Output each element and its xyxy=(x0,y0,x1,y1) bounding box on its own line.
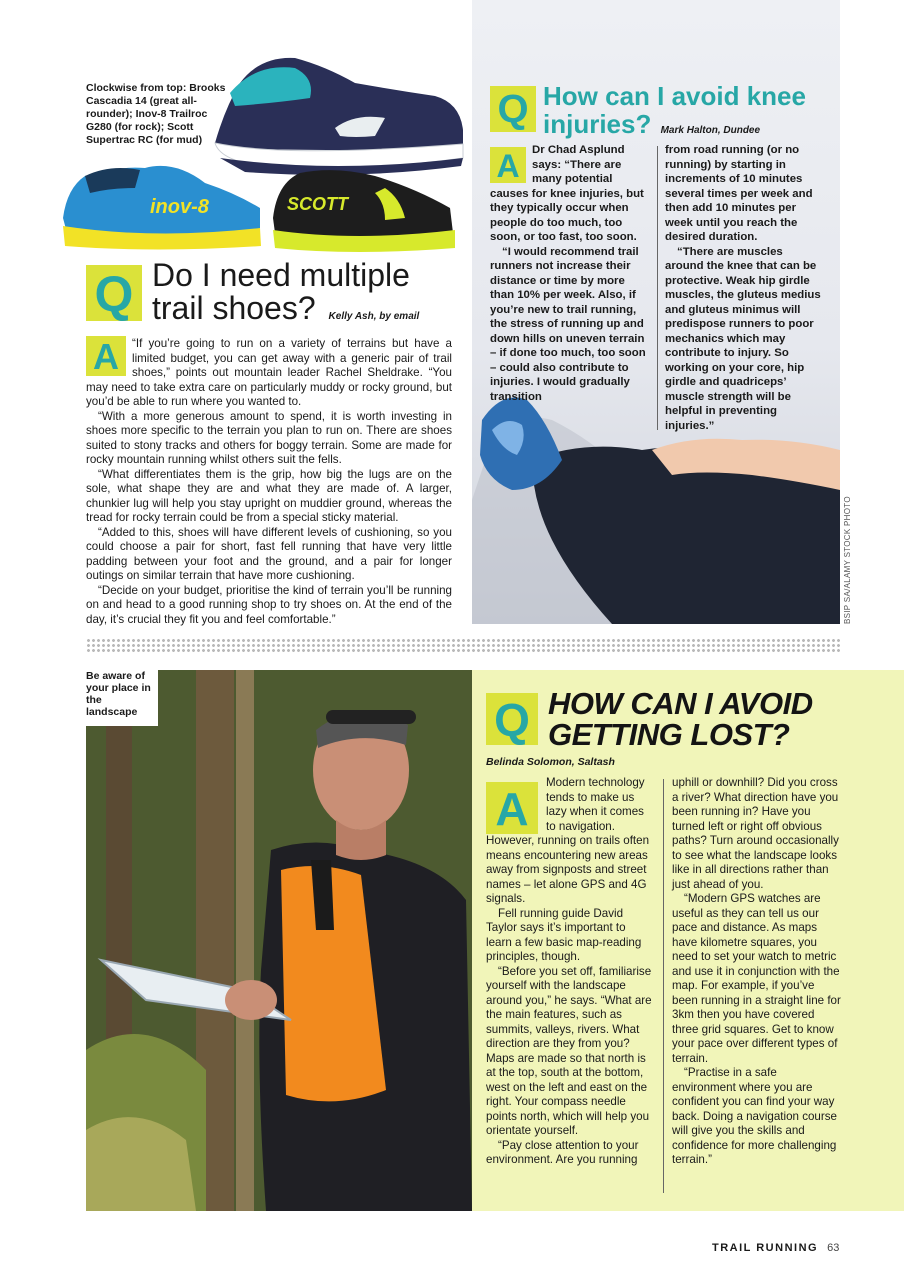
page-footer xyxy=(712,1242,839,1254)
q2-paragraph: Dr Chad Asplund says: “There are many potential causes for knee injuries, but they typically occur when people do too much, too soon, or too fast, too soon. xyxy=(490,144,644,243)
q3-paragraph: “Modern GPS watches are useful as they can tell us our pace and distance. As maps have kilometre squares, you need to set your watch to metric and use it in conjunction with the map. For example, if you’ve been running in a straight line for 3km then you have covered three grid squares. Get to know your pace over different types of terrain. xyxy=(672,892,841,1065)
q2-column-divider xyxy=(657,146,658,430)
shoes-caption: Clockwise from top: Brooks Cascadia 14 (great all-rounder); Inov-8 Trailroc G280 (for rock); Scott Supertrac RC (for mud) xyxy=(86,82,226,146)
q3-badge: Q xyxy=(486,693,538,745)
q1-paragraph: “Decide on your budget, prioritise the kind of terrain you’ll be running on and head to a good running shop to try shoes on. At the end of the day, it’s crucial they fit you and feel comfortable.” xyxy=(86,583,452,626)
shoes-illustration xyxy=(55,48,470,256)
q1-title: Do I need multiple trail shoes? Kelly Ash, by email xyxy=(152,257,420,326)
page-number: 63 xyxy=(827,1242,840,1254)
q1-answer xyxy=(86,337,452,627)
q2-badge: Q xyxy=(490,86,536,132)
inov8-logo-text: inov-8 xyxy=(150,196,209,218)
q2-answer-badge: A xyxy=(490,147,526,183)
q2-answer-col2 xyxy=(665,143,823,433)
q1-paragraph: “Added to this, shoes will have different levels of cushioning, so you could choose a pair for short, fast fell running that have very little padding between your foot and the ground, and a pair for longer outings on similar terrain that have more cushioning. xyxy=(86,525,452,582)
q3-answer-badge: A xyxy=(486,782,538,834)
q2-paragraph: “There are muscles around the knee that can be protective. Weak hip girdle muscles, the gluteus medius and gluteus minimus will predispose runners to poor mechanics which may contribute to injury. So working on your core, hip girdle and quadriceps’ muscle strength will be helpful in preventing injuries.” xyxy=(665,245,821,432)
q2-byline: Mark Halton, Dundee xyxy=(660,125,761,136)
q1-answer-badge: A xyxy=(86,336,126,376)
q3-paragraph: “Pay close attention to your environment. Are you running xyxy=(486,1138,639,1166)
q2-title: How can I avoid knee injuries? Mark Halton, Dundee xyxy=(543,81,806,139)
q3-byline: Belinda Solomon, Saltash xyxy=(486,756,615,768)
q3-paragraph: “Before you set off, familiarise yourself with the landscape around you,” he says. “What are the main features, such as summits, valleys, rivers. What direction are they from you? Maps are made so that north is at the top, south at the bottom, west on the left and east on the right. Your compass needle points north, which will help you orientate yourself. xyxy=(486,964,652,1137)
photo-caption: Be aware of your place in the landscape xyxy=(86,670,151,718)
q3-title: HOW CAN I AVOID GETTING LOST? xyxy=(548,686,813,752)
inov8-shoe-image xyxy=(63,166,261,250)
q1-paragraph: “If you’re going to run on a variety of terrains but have a limited budget, you can get away with a generic pair of trail shoes,” points out mountain leader Rachel Sheldrake. “You may need to take extra care on particularly muddy or rocky ground, but you’d be able to run where you wanted to. xyxy=(86,337,452,408)
q3-paragraph: “Practise in a safe environment where you are confident you can find your way back. Doing a navigation course will give you the skills and confidence for more challenging terrain.” xyxy=(672,1066,837,1166)
brooks-shoe-image xyxy=(215,58,463,175)
knee-photo-credit: BSIP SA/ALAMY STOCK PHOTO xyxy=(843,496,852,624)
q1-paragraph: “What differentiates them is the grip, how big the lugs are on the sole, what shape they are and what they are made of. A larger, chunkier lug will help you stay upright on muddier ground, whereas the tread for rocky terrain could be from a special sticky material. xyxy=(86,467,452,524)
section-divider xyxy=(86,638,840,652)
q2-paragraph: from road running (or no running) by starting in increments of 10 minutes several times per week and then add 10 minutes per week until you reach the desired duration. xyxy=(665,144,813,243)
photo-caption-box xyxy=(86,670,158,726)
q3-answer-col2 xyxy=(672,776,842,1168)
forest-runner-scene xyxy=(86,670,472,1211)
q3-column-divider xyxy=(663,779,664,1193)
q2-answer-col1 xyxy=(490,143,648,404)
magazine-name: TRAIL RUNNING xyxy=(712,1242,819,1254)
scott-shoe-image xyxy=(273,170,455,252)
q3-paragraph: uphill or downhill? Did you cross a river? What direction have you been running in? Have you turned left or right off obvious paths? Turn around occasionally to see what the landscape looks like in all directions rather than just ahead of you. xyxy=(672,776,839,891)
q2-paragraph: “I would recommend trail runners not increase their distance or time by more than 10% per week. Also, if you’re new to trail running, the stress of running up and down hills on uneven terrain – if done too much, too soon – could also contribute to injuries. I would gradually transition xyxy=(490,245,646,403)
q3-paragraph: Modern technology tends to make us lazy when it comes to navigation. However, running on trails often means encountering new areas away from signposts and street names – let alone GPS and 4G signals. xyxy=(486,776,650,905)
q1-badge: Q xyxy=(86,265,142,321)
q1-paragraph: “With a more generous amount to spend, it is worth investing in shoes more specific to the terrain you plan to run on. There are shoes suited to stony tracks and others for boggy terrain. Some are made for rocky mountain running whilst others suit the fells. xyxy=(86,409,452,466)
q3-answer-col1 xyxy=(486,776,654,1168)
scott-logo-text: SCOTT xyxy=(287,194,348,214)
q1-byline: Kelly Ash, by email xyxy=(328,311,420,322)
q3-paragraph: Fell running guide David Taylor says it’s important to learn a few basic map-reading principles, though. xyxy=(486,906,642,963)
navigator-photo xyxy=(86,670,472,1211)
